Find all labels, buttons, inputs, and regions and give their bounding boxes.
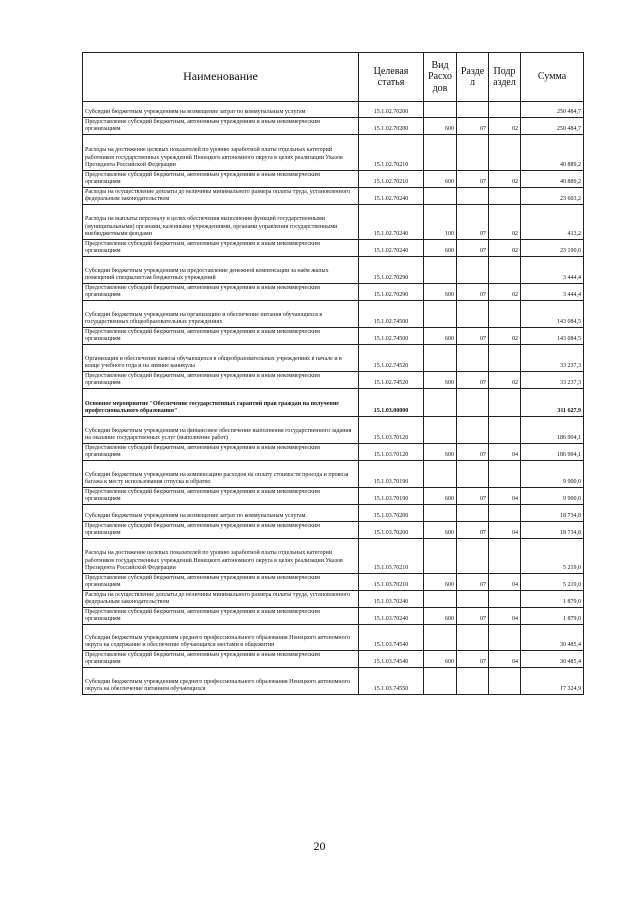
cell-name: Предоставление субсидий бюджетным, автономным учреждениям и иным некоммерческим организациям bbox=[83, 328, 359, 345]
cell-target: 15.1.03.70190 bbox=[359, 461, 424, 488]
cell-type bbox=[424, 591, 457, 608]
cell-type: 600 bbox=[424, 118, 457, 135]
cell-type: 600 bbox=[424, 171, 457, 188]
cell-section bbox=[457, 345, 489, 372]
cell-target: 15.1.03.70240 bbox=[359, 608, 424, 625]
cell-subsection bbox=[489, 417, 521, 444]
cell-section bbox=[457, 135, 489, 171]
cell-target: 15.1.02.70240 bbox=[359, 188, 424, 205]
cell-name: Субсидии бюджетным учреждениям среднего профессионального образования Ненецкого автономного округа на содержание и обеспечение обучающихся местами в общежитии bbox=[83, 625, 359, 651]
cell-target: 15.1.02.70210 bbox=[359, 135, 424, 171]
header-section: Разде л bbox=[457, 53, 489, 102]
cell-sum: 3 444,4 bbox=[521, 284, 584, 301]
cell-subsection bbox=[489, 345, 521, 372]
cell-subsection bbox=[489, 668, 521, 695]
cell-type bbox=[424, 505, 457, 522]
cell-type bbox=[424, 417, 457, 444]
cell-subsection bbox=[489, 257, 521, 284]
cell-subsection bbox=[489, 461, 521, 488]
cell-type bbox=[424, 102, 457, 118]
cell-subsection: 02 bbox=[489, 118, 521, 135]
cell-subsection bbox=[489, 135, 521, 171]
table-row bbox=[83, 668, 584, 695]
table-row bbox=[83, 284, 584, 301]
cell-subsection: 02 bbox=[489, 372, 521, 389]
table-row bbox=[83, 574, 584, 591]
cell-name: Субсидии бюджетным учреждениям на возмещение затрат по коммунальным услугам bbox=[83, 505, 359, 522]
cell-type bbox=[424, 389, 457, 417]
cell-section bbox=[457, 188, 489, 205]
cell-target: 15.1.03.70200 bbox=[359, 505, 424, 522]
cell-name: Субсидии бюджетным учреждениям на финансовое обеспечение выполнения государственного задания на оказание государственных услуг (выполнение работ) bbox=[83, 417, 359, 444]
cell-sum: 1 879,0 bbox=[521, 608, 584, 625]
cell-type bbox=[424, 345, 457, 372]
table-row bbox=[83, 505, 584, 522]
cell-name: Предоставление субсидий бюджетным, автономным учреждениям и иным некоммерческим организациям bbox=[83, 372, 359, 389]
cell-subsection: 04 bbox=[489, 488, 521, 505]
cell-sum: 143 084,5 bbox=[521, 328, 584, 345]
cell-sum: 23 190,0 bbox=[521, 240, 584, 257]
cell-sum: 33 237,3 bbox=[521, 345, 584, 372]
cell-subsection: 04 bbox=[489, 574, 521, 591]
table-row bbox=[83, 301, 584, 328]
cell-section bbox=[457, 257, 489, 284]
cell-sum: 33 237,3 bbox=[521, 372, 584, 389]
cell-sum: 40 889,2 bbox=[521, 135, 584, 171]
header-target: Целевая статья bbox=[359, 53, 424, 102]
cell-section: 07 bbox=[457, 118, 489, 135]
cell-name: Предоставление субсидий бюджетным, автономным учреждениям и иным некоммерческим организациям bbox=[83, 118, 359, 135]
table-body bbox=[83, 102, 584, 695]
cell-section bbox=[457, 417, 489, 444]
cell-subsection bbox=[489, 301, 521, 328]
table-row bbox=[83, 417, 584, 444]
cell-sum: 3 444,4 bbox=[521, 257, 584, 284]
cell-sum: 17 324,9 bbox=[521, 668, 584, 695]
table-row bbox=[83, 257, 584, 284]
table-row bbox=[83, 135, 584, 171]
cell-target: 15.1.03.74550 bbox=[359, 668, 424, 695]
cell-section: 07 bbox=[457, 284, 489, 301]
cell-name: Расходы на осуществление доплаты до величины минимального размера оплаты труда, установленного федеральным законодательством bbox=[83, 188, 359, 205]
table-row bbox=[83, 102, 584, 118]
cell-type bbox=[424, 625, 457, 651]
cell-target: 15.1.03.70210 bbox=[359, 539, 424, 574]
cell-target: 15.1.02.70290 bbox=[359, 284, 424, 301]
cell-subsection bbox=[489, 389, 521, 417]
table-row bbox=[83, 240, 584, 257]
cell-target: 15.1.03.70210 bbox=[359, 574, 424, 591]
cell-section: 07 bbox=[457, 522, 489, 539]
cell-type: 600 bbox=[424, 240, 457, 257]
table-row bbox=[83, 539, 584, 574]
cell-sum: 18 734,8 bbox=[521, 505, 584, 522]
cell-subsection bbox=[489, 102, 521, 118]
cell-name: Предоставление субсидий бюджетным, автономным учреждениям и иным некоммерческим организациям bbox=[83, 240, 359, 257]
cell-type bbox=[424, 188, 457, 205]
header-subsection: Подр аздел bbox=[489, 53, 521, 102]
cell-subsection: 02 bbox=[489, 205, 521, 240]
cell-type bbox=[424, 257, 457, 284]
cell-section bbox=[457, 301, 489, 328]
cell-target: 15.1.03.00000 bbox=[359, 389, 424, 417]
cell-type bbox=[424, 135, 457, 171]
cell-name: Предоставление субсидий бюджетным, автономным учреждениям и иным некоммерческим организациям bbox=[83, 444, 359, 461]
cell-subsection: 04 bbox=[489, 608, 521, 625]
cell-subsection: 04 bbox=[489, 444, 521, 461]
cell-target: 15.1.03.74540 bbox=[359, 625, 424, 651]
cell-sum: 311 627,9 bbox=[521, 389, 584, 417]
cell-subsection: 02 bbox=[489, 240, 521, 257]
cell-section bbox=[457, 505, 489, 522]
cell-name: Предоставление субсидий бюджетным, автономным учреждениям и иным некоммерческим организациям bbox=[83, 522, 359, 539]
table-row bbox=[83, 591, 584, 608]
cell-section bbox=[457, 539, 489, 574]
cell-section: 07 bbox=[457, 328, 489, 345]
cell-target: 15.1.02.74500 bbox=[359, 328, 424, 345]
cell-type: 600 bbox=[424, 574, 457, 591]
cell-section: 07 bbox=[457, 651, 489, 668]
cell-sum: 23 603,2 bbox=[521, 188, 584, 205]
table-row bbox=[83, 461, 584, 488]
table-row bbox=[83, 444, 584, 461]
cell-type bbox=[424, 301, 457, 328]
table-row bbox=[83, 171, 584, 188]
cell-sum: 40 889,2 bbox=[521, 171, 584, 188]
cell-target: 15.1.03.70120 bbox=[359, 417, 424, 444]
cell-type: 100 bbox=[424, 205, 457, 240]
cell-name: Предоставление субсидий бюджетным, автономным учреждениям и иным некоммерческим организациям bbox=[83, 608, 359, 625]
cell-name: Расходы на выплаты персоналу в целях обеспечения выполнения функций государственными (муниципальными) органами, казенными учреждениями, органами управления государственными внебюджетными фондами bbox=[83, 205, 359, 240]
cell-name: Субсидии бюджетным учреждениям на компенсацию расходов на оплату стоимости проезда и провоза багажа к месту использования отпуска и обратно bbox=[83, 461, 359, 488]
cell-target: 15.1.02.70240 bbox=[359, 240, 424, 257]
cell-target: 15.1.02.70240 bbox=[359, 205, 424, 240]
table-header-row bbox=[83, 53, 584, 102]
cell-type: 600 bbox=[424, 488, 457, 505]
cell-name: Организация и обеспечение вывоза обучающихся в общеобразовательных учреждениях в начале и в конце учебного года и на зимние каникулы bbox=[83, 345, 359, 372]
cell-type bbox=[424, 539, 457, 574]
header-type: Вид Расхо дов bbox=[424, 53, 457, 102]
cell-sum: 250 484,7 bbox=[521, 118, 584, 135]
cell-target: 15.1.03.70240 bbox=[359, 591, 424, 608]
table-row bbox=[83, 651, 584, 668]
cell-name: Субсидии бюджетным учреждениям среднего профессионального образования Ненецкого автономного округа на обеспечение питанием обучающихся bbox=[83, 668, 359, 695]
cell-section: 07 bbox=[457, 205, 489, 240]
cell-subsection: 02 bbox=[489, 284, 521, 301]
cell-name: Субсидии бюджетным учреждениям на возмещение затрат по коммунальным услугам bbox=[83, 102, 359, 118]
cell-sum: 5 219,0 bbox=[521, 539, 584, 574]
cell-sum: 1 879,0 bbox=[521, 591, 584, 608]
cell-target: 15.1.02.70200 bbox=[359, 102, 424, 118]
cell-name: Предоставление субсидий бюджетным, автономным учреждениям и иным некоммерческим организациям bbox=[83, 651, 359, 668]
table-row bbox=[83, 205, 584, 240]
cell-section bbox=[457, 461, 489, 488]
cell-target: 15.1.02.74520 bbox=[359, 345, 424, 372]
cell-section bbox=[457, 591, 489, 608]
cell-subsection bbox=[489, 539, 521, 574]
cell-section bbox=[457, 668, 489, 695]
cell-section bbox=[457, 625, 489, 651]
cell-sum: 186 904,1 bbox=[521, 444, 584, 461]
cell-sum: 9 900,0 bbox=[521, 488, 584, 505]
cell-target: 15.1.03.70120 bbox=[359, 444, 424, 461]
cell-section: 07 bbox=[457, 488, 489, 505]
cell-target: 15.1.03.74540 bbox=[359, 651, 424, 668]
table-row bbox=[83, 389, 584, 417]
table-row bbox=[83, 608, 584, 625]
cell-sum: 18 734,8 bbox=[521, 522, 584, 539]
cell-name: Предоставление субсидий бюджетным, автономным учреждениям и иным некоммерческим организациям bbox=[83, 488, 359, 505]
cell-type: 600 bbox=[424, 328, 457, 345]
cell-sum: 30 485,4 bbox=[521, 625, 584, 651]
cell-sum: 5 219,0 bbox=[521, 574, 584, 591]
cell-sum: 186 904,1 bbox=[521, 417, 584, 444]
header-name: Наименование bbox=[83, 53, 359, 102]
cell-target: 15.1.02.74500 bbox=[359, 301, 424, 328]
cell-name: Субсидии бюджетным учреждениям на организацию и обеспечение питания обучающихся в государственных общеобразовательных учреждениях bbox=[83, 301, 359, 328]
cell-subsection: 02 bbox=[489, 171, 521, 188]
cell-type: 600 bbox=[424, 608, 457, 625]
cell-name: Субсидии бюджетным учреждениям на предоставление денежной компенсации за наём жилых помещений специалистам бюджетных учреждений bbox=[83, 257, 359, 284]
table-row bbox=[83, 345, 584, 372]
cell-target: 15.1.02.74520 bbox=[359, 372, 424, 389]
cell-subsection: 02 bbox=[489, 328, 521, 345]
cell-subsection: 04 bbox=[489, 651, 521, 668]
cell-sum: 143 084,5 bbox=[521, 301, 584, 328]
table-row bbox=[83, 328, 584, 345]
cell-sum: 30 485,4 bbox=[521, 651, 584, 668]
cell-subsection bbox=[489, 625, 521, 651]
cell-section: 07 bbox=[457, 444, 489, 461]
table-row bbox=[83, 118, 584, 135]
cell-target: 15.1.02.70200 bbox=[359, 118, 424, 135]
cell-section: 07 bbox=[457, 574, 489, 591]
cell-subsection bbox=[489, 188, 521, 205]
cell-type: 600 bbox=[424, 372, 457, 389]
cell-target: 15.1.03.70190 bbox=[359, 488, 424, 505]
cell-type: 600 bbox=[424, 444, 457, 461]
cell-section bbox=[457, 389, 489, 417]
cell-type bbox=[424, 461, 457, 488]
cell-name: Предоставление субсидий бюджетным, автономным учреждениям и иным некоммерческим организациям bbox=[83, 171, 359, 188]
cell-subsection bbox=[489, 591, 521, 608]
cell-target: 15.1.02.70290 bbox=[359, 257, 424, 284]
cell-type: 600 bbox=[424, 651, 457, 668]
cell-target: 15.1.03.70200 bbox=[359, 522, 424, 539]
budget-table bbox=[82, 52, 584, 695]
cell-subsection bbox=[489, 505, 521, 522]
page-number: 20 bbox=[313, 839, 326, 853]
table-row bbox=[83, 522, 584, 539]
cell-section: 07 bbox=[457, 171, 489, 188]
table-row bbox=[83, 625, 584, 651]
cell-type: 600 bbox=[424, 284, 457, 301]
cell-sum: 250 484,7 bbox=[521, 102, 584, 118]
cell-sum: 413,2 bbox=[521, 205, 584, 240]
table-row bbox=[83, 372, 584, 389]
cell-type: 600 bbox=[424, 522, 457, 539]
cell-section: 07 bbox=[457, 372, 489, 389]
cell-sum: 9 900,0 bbox=[521, 461, 584, 488]
cell-name: Расходы на достижение целевых показателей по уровню заработной платы отдельных категорий работников государственных учреждений Ненецкого автономного округа в целях реализации Указов Президента Российской Федерации bbox=[83, 539, 359, 574]
cell-section bbox=[457, 102, 489, 118]
table-row bbox=[83, 488, 584, 505]
cell-type bbox=[424, 668, 457, 695]
cell-section: 07 bbox=[457, 240, 489, 257]
cell-section: 07 bbox=[457, 608, 489, 625]
cell-name: Основное мероприятие "Обеспечение государственных гарантий прав граждан на получение профессионального образования" bbox=[83, 389, 359, 417]
cell-name: Предоставление субсидий бюджетным, автономным учреждениям и иным некоммерческим организациям bbox=[83, 574, 359, 591]
table-row bbox=[83, 188, 584, 205]
cell-name: Расходы на осуществление доплаты до величины минимального размера оплаты труда, установленного федеральным законодательством bbox=[83, 591, 359, 608]
cell-name: Расходы на достижение целевых показателей по уровню заработной платы отдельных категорий работников государственных учреждений Ненецкого автономного округа в целях реализации Указов Президента Российской Федерации bbox=[83, 135, 359, 171]
cell-name: Предоставление субсидий бюджетным, автономным учреждениям и иным некоммерческим организациям bbox=[83, 284, 359, 301]
cell-subsection: 04 bbox=[489, 522, 521, 539]
header-sum: Сумма bbox=[521, 53, 584, 102]
cell-target: 15.1.02.70210 bbox=[359, 171, 424, 188]
